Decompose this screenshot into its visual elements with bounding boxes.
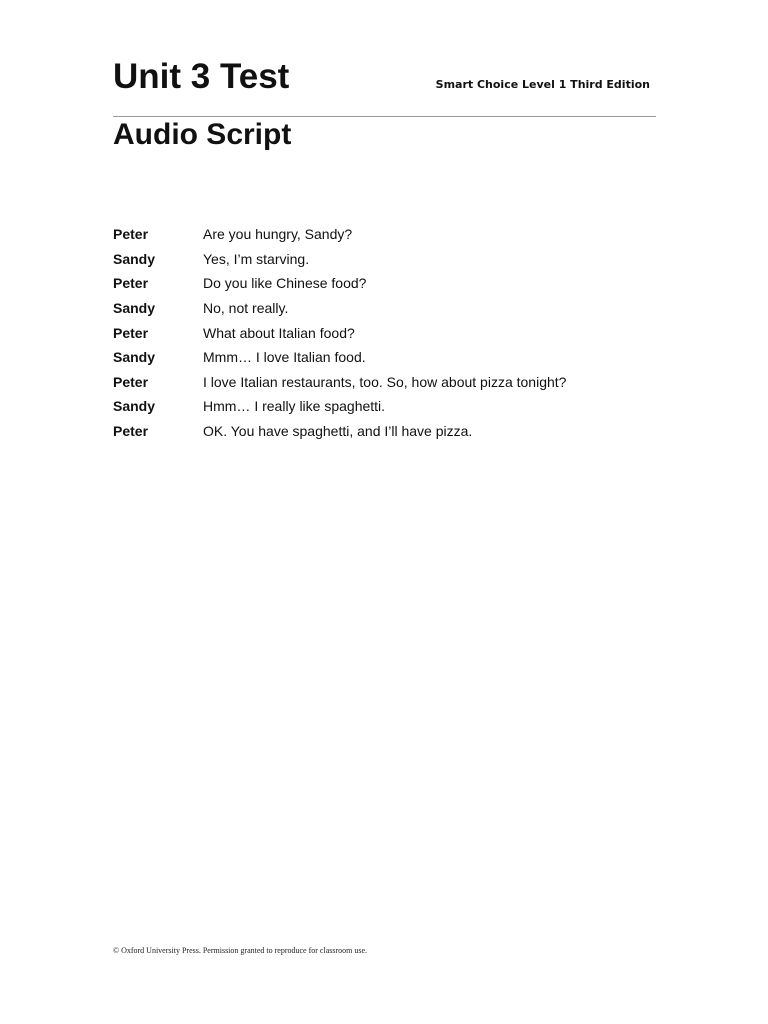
dialogue-line — [113, 419, 653, 444]
dialogue-line — [113, 394, 653, 419]
speaker-name: Sandy — [113, 349, 156, 366]
copyright-footer: © Oxford University Press. Permission granted to reproduce for classroom use. — [113, 946, 368, 955]
speaker-name: Peter — [113, 423, 149, 440]
speaker-name: Peter — [113, 373, 149, 390]
dialogue-list — [113, 222, 653, 443]
section-title: Audio Script — [113, 118, 292, 151]
dialogue-line — [113, 296, 653, 321]
dialogue-text: OK. You have spaghetti, and I’ll have pizza. — [203, 423, 473, 440]
page-header — [113, 56, 656, 117]
dialogue-text: Mmm… I love Italian food. — [203, 349, 366, 366]
dialogue-text: Do you like Chinese food? — [203, 275, 367, 292]
dialogue-line — [113, 345, 653, 370]
dialogue-text: What about Italian food? — [203, 324, 355, 341]
dialogue-line — [113, 247, 653, 272]
dialogue-line — [113, 370, 653, 395]
dialogue-text: I love Italian restaurants, too. So, how about pizza tonight? — [203, 373, 567, 390]
speaker-name: Sandy — [113, 250, 156, 267]
dialogue-line — [113, 222, 653, 247]
dialogue-text: Hmm… I really like spaghetti. — [203, 398, 386, 415]
dialogue-line — [113, 271, 653, 296]
dialogue-text: Yes, I’m starving. — [203, 250, 310, 267]
dialogue-line — [113, 320, 653, 345]
speaker-name: Peter — [113, 324, 149, 341]
dialogue-text: Are you hungry, Sandy? — [203, 226, 353, 243]
speaker-name: Sandy — [113, 300, 156, 317]
speaker-name: Sandy — [113, 398, 156, 415]
dialogue-text: No, not really. — [203, 300, 289, 317]
page-title: Unit 3 Test — [113, 57, 290, 96]
speaker-name: Peter — [113, 275, 149, 292]
speaker-name: Peter — [113, 226, 149, 243]
edition-label: Smart Choice Level 1 Third Edition — [435, 78, 650, 91]
